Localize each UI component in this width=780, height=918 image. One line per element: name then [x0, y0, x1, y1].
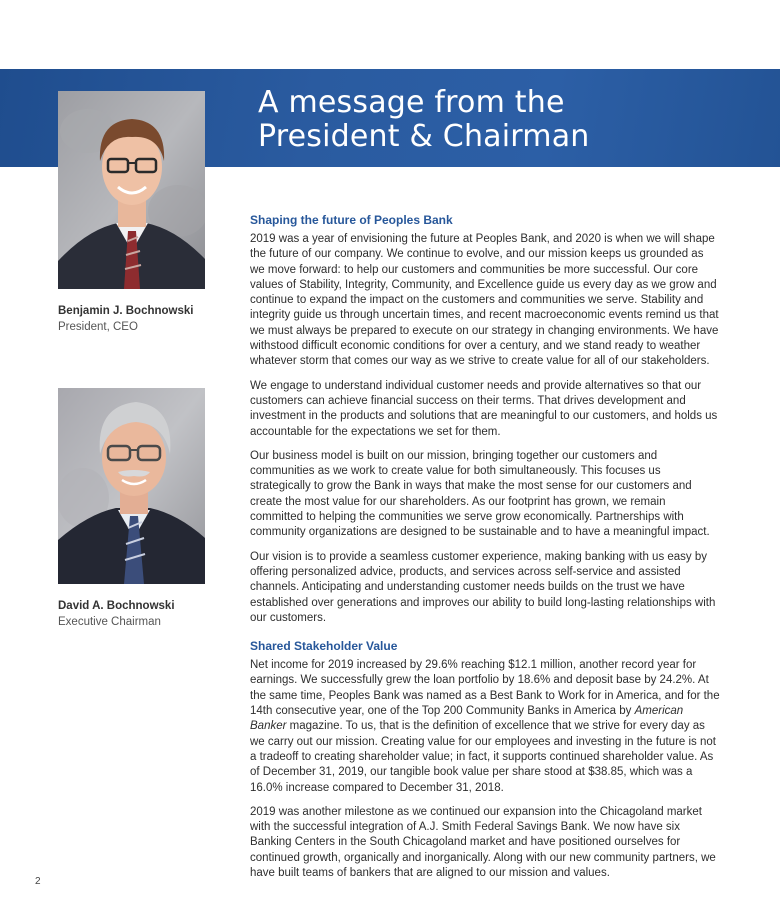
caption-benjamin — [58, 304, 238, 336]
caption-david — [58, 599, 238, 631]
paragraph: Our business model is built on our mission, bringing together our customers and communities as we work to create value for both simultaneously. This focuses us strategically to grow the Bank in ways that make the most sense for our customers and create the most value for our shareholders. As our footprint has grown, we remain committed to helping the communities we serve grow economically. Partnerships with community organizations are designed to be sustainable and to have a meaningful impact. — [250, 449, 710, 539]
paragraph: 2019 was another milestone as we continued our expansion into the Chicagoland market with the successful integration of A.J. Smith Federal Savings Bank. We now have six Banking Centers in the South Chicagoland market and have positioned ourselves for continued growth, organically and inorganically. Along with our new community partners, we have built teams of bankers that are aligned to our mission and values. — [250, 805, 716, 879]
leader-title: Executive Chairman — [58, 616, 161, 628]
photo-benjamin-bochnowski — [58, 91, 205, 289]
photo-david-bochnowski — [58, 388, 205, 584]
page-number: 2 — [35, 876, 41, 887]
leader-title: President, CEO — [58, 321, 138, 333]
paragraph: Our vision is to provide a seamless customer experience, making banking with us easy by offering personalized advice, products, and services across self-service and assisted channels. Anticipating and understanding customer needs builds on the trust we have established over generations and improves our ability to build long-lasting relationships with our customers. — [250, 550, 716, 624]
paragraph-text: magazine. To us, that is the definition of excellence that we strive for every day as we carry out our mission. Creating value for our employees and investing in the future is not a tradeoff to creating shareholder value; in fact, it supports continued shareholder value. As of December 31, 2019, our tangible book value per share stood at $38.85, which was a 16.0% increase compared to December 31, 2018. — [250, 720, 716, 794]
leader-name: David A. Bochnowski — [58, 600, 175, 612]
leader-name: Benjamin J. Bochnowski — [58, 305, 194, 317]
section-heading: Shaping the future of Peoples Bank — [250, 213, 453, 227]
paragraph: We engage to understand individual customer needs and provide alternatives so that our customers can achieve financial success on their terms. That drives development and investment in the products and solutions that are meaningful to our customers, and holds us accountable for the expectations we set for them. — [250, 379, 718, 438]
paragraph — [250, 658, 720, 796]
paragraph: 2019 was a year of envisioning the future at Peoples Bank, and 2020 is when we will shape the future of our company. We continue to evolve, and our mission keeps us grounded as we move forward: to help our customers and communities be more successful. Our core values of Stability, Integrity, Community, and Excellence guide us every day as we grow and continue to expand the impact on the customers and communities we serve. Stability and integrity guide us through uncertain times, and recent macroeconomic events remind us that we must always be prepared to execute on our strategy in changing environments. We have withstood difficult economic conditions for over a century, and we stand ready to weather whatever storm that comes our way as we strive to create value for all of our stakeholders. — [250, 233, 719, 368]
paragraph-text: Net income for 2019 increased by 29.6% reaching $12.1 million, another record year for earnings. We successfully grew the loan portfolio by 18.6% and deposit base by 24.2%. At the same time, Peoples Bank was named as a Best Bank to Work for in America, and for the 14th consecutive year, one of the Top 200 Community Banks in America by — [250, 659, 720, 718]
letter-body — [250, 212, 720, 890]
section-heading: Shared Stakeholder Value — [250, 639, 398, 654]
page-title-line-2: President & Chairman — [258, 119, 590, 154]
publication-name: American Banker — [250, 705, 684, 733]
page-title-line-1: A message from the — [258, 85, 565, 120]
page-title — [258, 86, 768, 154]
